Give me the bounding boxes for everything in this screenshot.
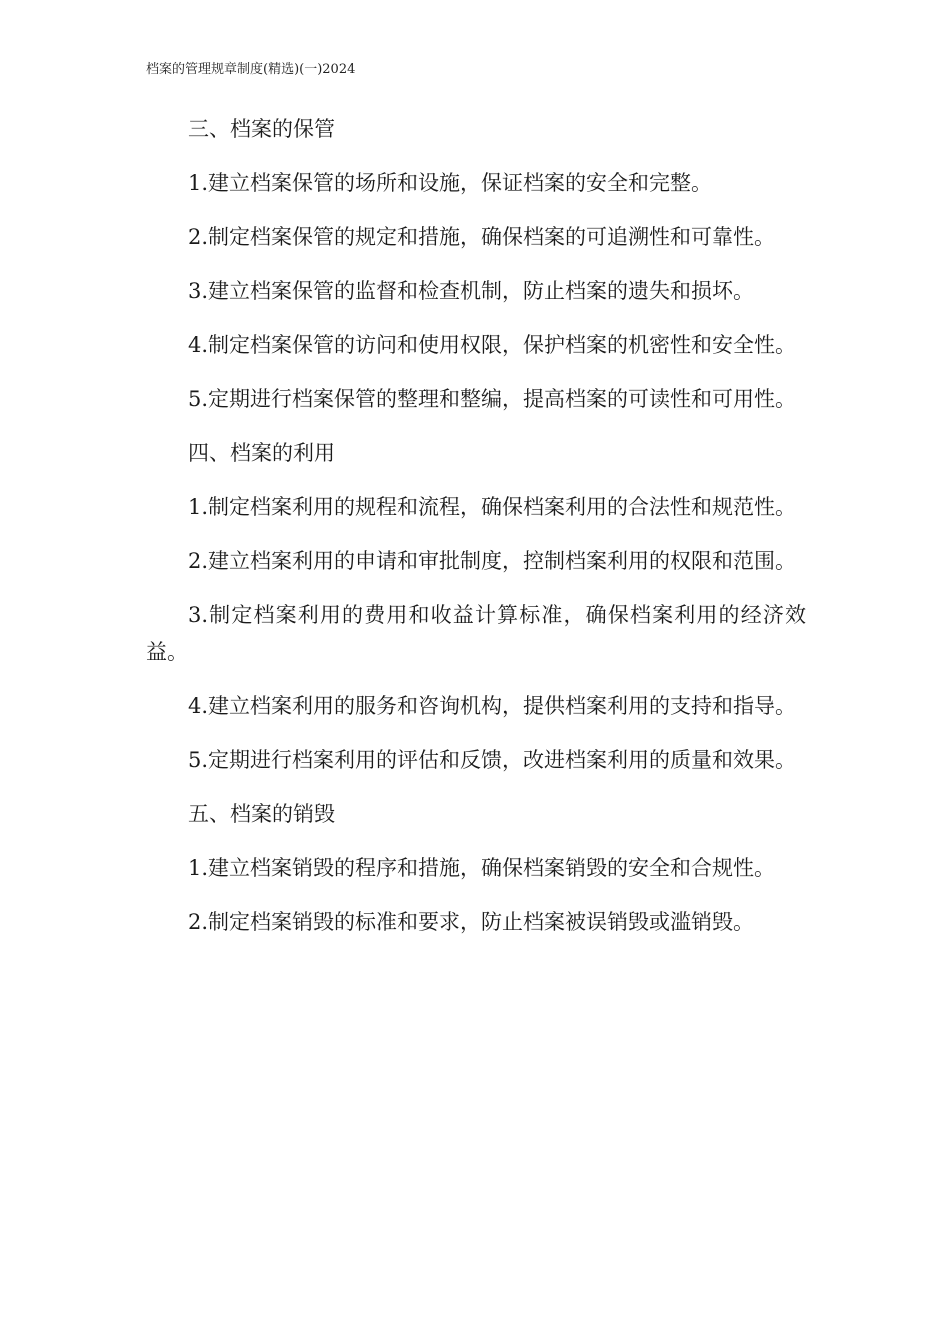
running-header: 档案的管理规章制度(精选)(一)2024: [146, 62, 356, 77]
section-heading-destruction: 五、档案的销毁: [188, 802, 335, 826]
storage-item-2: 2.制定档案保管的规定和措施，确保档案的可追溯性和可靠性。: [188, 225, 776, 249]
utilization-item-1: 1.制定档案利用的规程和流程，确保档案利用的合法性和规范性。: [188, 495, 797, 519]
utilization-item-2: 2.建立档案利用的申请和审批制度，控制档案利用的权限和范围。: [188, 549, 797, 573]
utilization-item-3: 3.制定档案利用的费用和收益计算标准，确保档案利用的经济效益。: [146, 603, 806, 664]
storage-item-5: 5.定期进行档案保管的整理和整编，提高档案的可读性和可用性。: [188, 387, 797, 411]
destruction-item-1: 1.建立档案销毁的程序和措施，确保档案销毁的安全和合规性。: [188, 856, 776, 880]
storage-item-4: 4.制定档案保管的访问和使用权限，保护档案的机密性和安全性。: [188, 333, 797, 357]
utilization-item-4: 4.建立档案利用的服务和咨询机构，提供档案利用的支持和指导。: [188, 694, 797, 718]
utilization-item-5: 5.定期进行档案利用的评估和反馈，改进档案利用的质量和效果。: [188, 748, 797, 772]
section-heading-storage: 三、档案的保管: [188, 117, 335, 141]
section-heading-utilization: 四、档案的利用: [188, 441, 335, 465]
destruction-item-2: 2.制定档案销毁的标准和要求，防止档案被误销毁或滥销毁。: [188, 910, 755, 934]
document-body: [146, 111, 806, 958]
storage-item-1: 1.建立档案保管的场所和设施，保证档案的安全和完整。: [188, 171, 713, 195]
storage-item-3: 3.建立档案保管的监督和检查机制，防止档案的遗失和损坏。: [188, 279, 755, 303]
